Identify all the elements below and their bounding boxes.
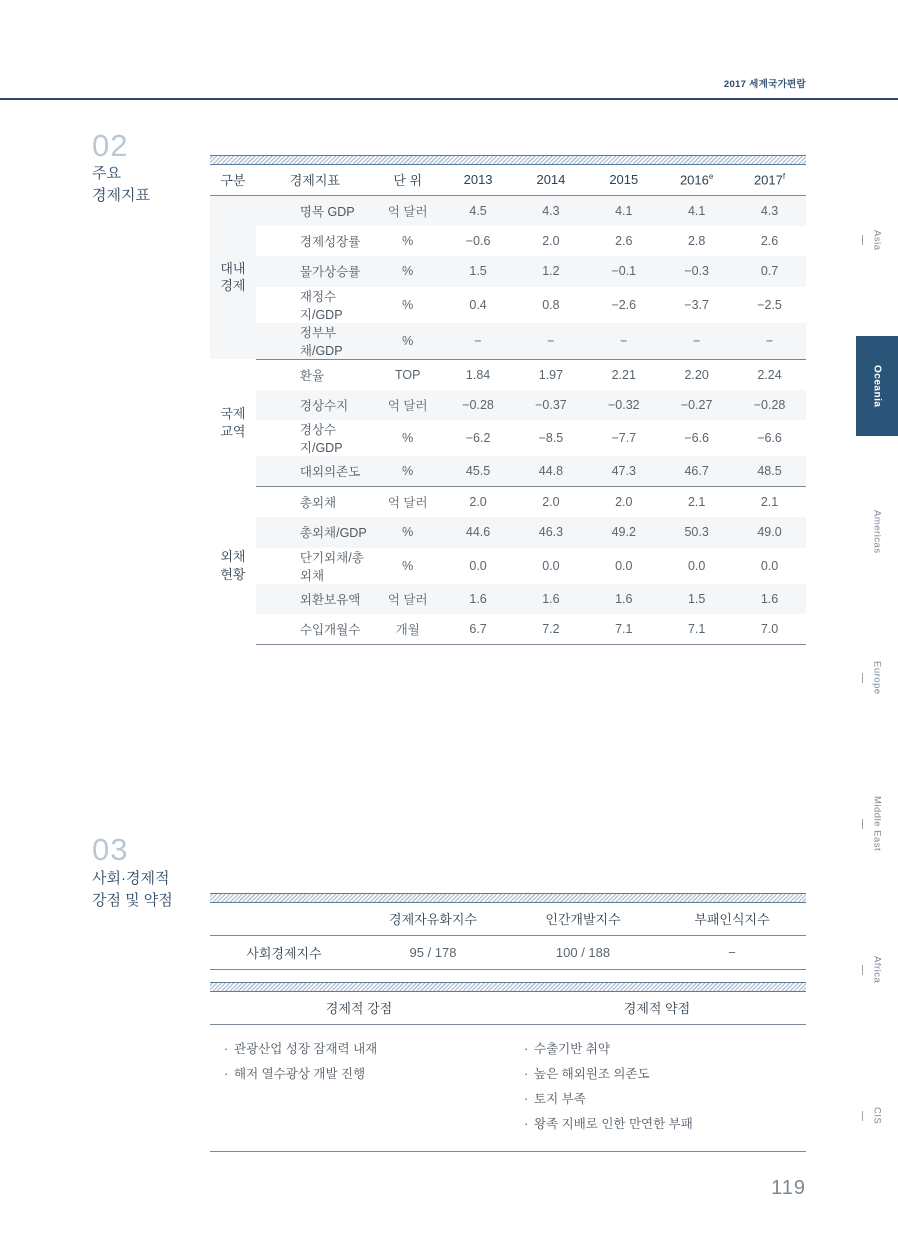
table-row: [210, 935, 806, 969]
table-header-row: [210, 903, 806, 935]
cell-value: 1.6: [733, 584, 806, 615]
cell-value: 46.7: [660, 456, 733, 487]
table-hatched-header-bar: [210, 982, 806, 992]
table-row: [210, 487, 806, 518]
cell-value: −: [442, 323, 515, 360]
cell-value: 0.7: [733, 256, 806, 287]
table-row: [210, 584, 806, 615]
section-02-title-line1: 주요: [92, 165, 121, 182]
cell-value: 2.6: [760, 233, 779, 248]
cell-value: −: [733, 323, 806, 360]
cell-value: −2.5: [757, 297, 782, 312]
cell-value: 2.0: [469, 495, 487, 509]
cell-value: 0.0: [469, 558, 487, 573]
cell-value: 48.5: [733, 456, 806, 487]
superscript-e: e: [708, 172, 714, 182]
strength-weakness-table: [210, 992, 806, 1152]
col-header-2013: 2013: [463, 172, 493, 188]
tab-dash-icon: [862, 235, 863, 245]
table-hatched-header-bar: [210, 155, 806, 165]
section-03-number: 03: [92, 832, 129, 867]
cell-value: 2.1: [760, 495, 779, 509]
cell-value: 46.3: [515, 517, 588, 548]
cell-value: 2.0: [542, 233, 560, 248]
section-02-title: [92, 163, 150, 207]
col-header-economic-freedom: 경제자유화지수: [389, 912, 477, 928]
cell-value: −: [587, 323, 660, 360]
cell-value: 95 / 178: [409, 944, 457, 960]
cell-value: 1.2: [515, 256, 588, 287]
row-label: 외환보유액: [256, 584, 374, 615]
row-label-social-economic-index: 사회경제지수: [246, 945, 322, 961]
cell-value: 4.3: [733, 195, 806, 226]
cell-value: −2.6: [611, 297, 637, 312]
col-header-gubun: 구분: [220, 173, 246, 189]
cell-value: 44.6: [442, 517, 515, 548]
region-tab-label: Europe: [871, 661, 883, 695]
section-03-title: [92, 868, 173, 912]
cell-value: 50.3: [660, 517, 733, 548]
region-tab-label: Africa: [871, 956, 883, 984]
cell-value: 1.84: [465, 367, 491, 382]
cell-value: 4.5: [442, 195, 515, 226]
cell-value: 2.21: [611, 367, 636, 382]
region-tab-cis[interactable]: [856, 1066, 898, 1166]
section-02-number: 02: [92, 128, 129, 163]
cell-value: 7.1: [660, 614, 733, 645]
region-tab-label: Oceania: [871, 364, 883, 408]
cell-value: 1.5: [442, 256, 515, 287]
list-item: · 높은 해외원조 의존도: [518, 1062, 806, 1087]
weaknesses-cell: [508, 1024, 806, 1151]
tab-dash-icon: [862, 1111, 863, 1121]
cell-value: 0.0: [615, 558, 633, 573]
row-label: 총외채/GDP: [256, 517, 374, 548]
table-row: [210, 1024, 806, 1151]
cell-value: 1.97: [538, 367, 564, 382]
cell-value: −0.1: [587, 256, 660, 287]
region-tab-middle-east[interactable]: [856, 774, 898, 874]
col-header-corruption-perception: 부패인식지수: [694, 912, 770, 928]
cell-value: 0.4: [469, 297, 487, 312]
table-row: [210, 390, 806, 421]
table-row: [210, 256, 806, 287]
cell-value: −3.7: [684, 297, 709, 312]
cell-value: 2.8: [687, 233, 706, 248]
cell-value: 47.3: [587, 456, 660, 487]
row-label: 대외의존도: [256, 456, 374, 487]
tab-dash-icon: [862, 819, 863, 829]
superscript-f: f: [782, 172, 786, 182]
weaknesses-list: [518, 1037, 806, 1137]
cell-value: 2.20: [684, 367, 709, 382]
cell-value: 6.7: [442, 614, 515, 645]
list-item: · 해저 열수광상 개발 진행: [218, 1062, 508, 1087]
table-row: [210, 287, 806, 323]
cell-value: −8.5: [538, 431, 564, 445]
cell-value: 44.8: [515, 456, 588, 487]
cell-value: 7.1: [587, 614, 660, 645]
col-header-weaknesses: 경제적 약점: [623, 1001, 691, 1017]
col-header-2015: 2015: [609, 172, 639, 188]
table-hatched-header-bar: [210, 893, 806, 903]
row-label: 정부부채/GDP: [256, 323, 374, 360]
cell-value: −0.37: [515, 390, 588, 421]
page-header-title: 2017 세계국가편람: [723, 79, 806, 90]
cell-value: 4.1: [587, 195, 660, 226]
row-unit: 억 달러: [374, 195, 442, 226]
section-03-title-line1: 사회·경제적: [92, 870, 170, 887]
row-label: 수입개월수: [256, 614, 374, 645]
col-header-strengths: 경제적 강점: [325, 1001, 393, 1017]
col-header-empty: [210, 903, 358, 935]
cell-value: 49.2: [587, 517, 660, 548]
row-unit: %: [374, 256, 442, 287]
economic-indicators-block: [210, 155, 806, 645]
row-unit: 억 달러: [374, 584, 442, 615]
strength-weakness-block: [210, 982, 806, 1152]
cell-value: 2.0: [542, 495, 560, 509]
strengths-list: [218, 1037, 508, 1087]
row-unit: 개월: [374, 614, 442, 645]
region-tabs: [856, 190, 898, 1212]
cell-value: 0.0: [542, 558, 560, 573]
row-unit: %: [402, 558, 414, 573]
cell-value: 2.1: [687, 495, 706, 509]
cell-value: 45.5: [442, 456, 515, 487]
list-item: · 수출기반 취약: [518, 1037, 806, 1062]
row-unit: %: [374, 323, 442, 360]
table-row: [210, 548, 806, 584]
row-label: 경상수지: [256, 390, 374, 421]
row-unit: 억 달러: [387, 496, 428, 510]
cell-value: 2.24: [757, 367, 782, 382]
row-label: 재정수지/GDP: [299, 289, 343, 322]
tab-dash-icon: [862, 673, 863, 683]
row-label: 총외채: [299, 496, 337, 510]
table-header-row: [210, 992, 806, 1024]
cell-value: 1.5: [660, 584, 733, 615]
cell-value: 1.6: [442, 584, 515, 615]
region-tab-label: Middle East: [871, 796, 883, 852]
region-tab-oceania[interactable]: [856, 336, 898, 436]
row-unit: 억 달러: [374, 390, 442, 421]
row-label: 명목 GDP: [256, 195, 374, 226]
cell-value: −: [515, 323, 588, 360]
table-row: [210, 420, 806, 456]
cell-value: 4.3: [515, 195, 588, 226]
cell-value: 4.1: [660, 195, 733, 226]
social-economic-index-table: [210, 903, 806, 970]
row-label: 물가상승률: [256, 256, 374, 287]
list-item: · 토지 부족: [518, 1087, 806, 1112]
row-label: 경상수지/GDP: [299, 423, 343, 455]
cell-value: 100 / 188: [555, 944, 611, 960]
section-02-title-line2: 경제지표: [92, 186, 150, 204]
list-item: · 관광산업 성장 잠재력 내재: [218, 1037, 508, 1062]
cell-value: 2.6: [615, 233, 633, 248]
economic-indicators-table: [210, 165, 806, 645]
row-unit: %: [402, 233, 414, 248]
list-item: · 왕족 지배로 인한 만연한 부패: [518, 1112, 806, 1137]
social-economic-index-block: [210, 893, 806, 970]
row-unit: %: [374, 517, 442, 548]
cell-value: −0.3: [660, 256, 733, 287]
col-header-unit: 단 위: [393, 173, 423, 189]
row-label: 환율: [299, 368, 325, 383]
cell-value: 7.2: [515, 614, 588, 645]
header-divider: [0, 98, 898, 100]
col-header-2017: 2017$^f$: [753, 172, 786, 188]
region-tab-label: CIS: [871, 1107, 883, 1125]
cell-value: −7.7: [611, 431, 637, 445]
row-unit: %: [402, 431, 414, 445]
col-header-2016: 2016e: [679, 172, 714, 188]
cell-value: 2.0: [615, 495, 633, 509]
table-row: [210, 614, 806, 645]
cell-value: −0.32: [587, 390, 660, 421]
table-header-row: [210, 165, 806, 195]
table-row: [210, 323, 806, 360]
region-tab-asia[interactable]: [856, 190, 898, 290]
region-tab-europe[interactable]: [856, 628, 898, 728]
group-label-domestic: 대내 경제: [210, 195, 256, 359]
cell-value: −0.27: [660, 390, 733, 421]
table-row: [210, 359, 806, 390]
cell-value: 49.0: [733, 517, 806, 548]
cell-value: −: [660, 323, 733, 360]
cell-value: −: [728, 944, 736, 960]
section-03-title-line2: 강점 및 약점: [92, 891, 173, 909]
cell-value: −6.6: [757, 431, 782, 445]
cell-value: −6.6: [684, 431, 709, 445]
group-label-international-trade: 국제 교역: [220, 406, 246, 439]
cell-value: −0.6: [465, 233, 491, 248]
cell-value: −6.2: [465, 431, 491, 445]
row-unit: TOP: [394, 367, 421, 382]
region-tab-americas[interactable]: [856, 482, 898, 582]
row-unit: %: [402, 297, 414, 312]
row-unit: %: [374, 456, 442, 487]
table-row: [210, 195, 806, 226]
row-label: 단기외채/총외채: [299, 550, 364, 583]
cell-value: −0.28: [733, 390, 806, 421]
table-row: [210, 517, 806, 548]
cell-value: 1.6: [587, 584, 660, 615]
cell-value: 7.0: [733, 614, 806, 645]
cell-value: −0.28: [442, 390, 515, 421]
cell-value: 1.6: [515, 584, 588, 615]
table-row: [210, 456, 806, 487]
region-tab-label: Americas: [871, 510, 883, 554]
row-label: 경제성장률: [299, 234, 361, 249]
cell-value: 0.8: [542, 297, 560, 312]
tab-dash-icon: [862, 965, 863, 975]
col-header-indicator: 경제지표: [289, 173, 340, 189]
group-label-external-debt: 외채 현황: [220, 548, 246, 582]
page-number: 119: [771, 1177, 806, 1199]
table-row: [210, 226, 806, 257]
strengths-cell: [210, 1024, 508, 1151]
region-tab-label: Asia: [871, 229, 883, 251]
col-header-human-development: 인간개발지수: [545, 912, 621, 928]
region-tab-africa[interactable]: [856, 920, 898, 1020]
col-header-2014: 2014: [536, 172, 566, 188]
cell-value: 0.0: [760, 558, 779, 573]
cell-value: 0.0: [687, 558, 706, 573]
